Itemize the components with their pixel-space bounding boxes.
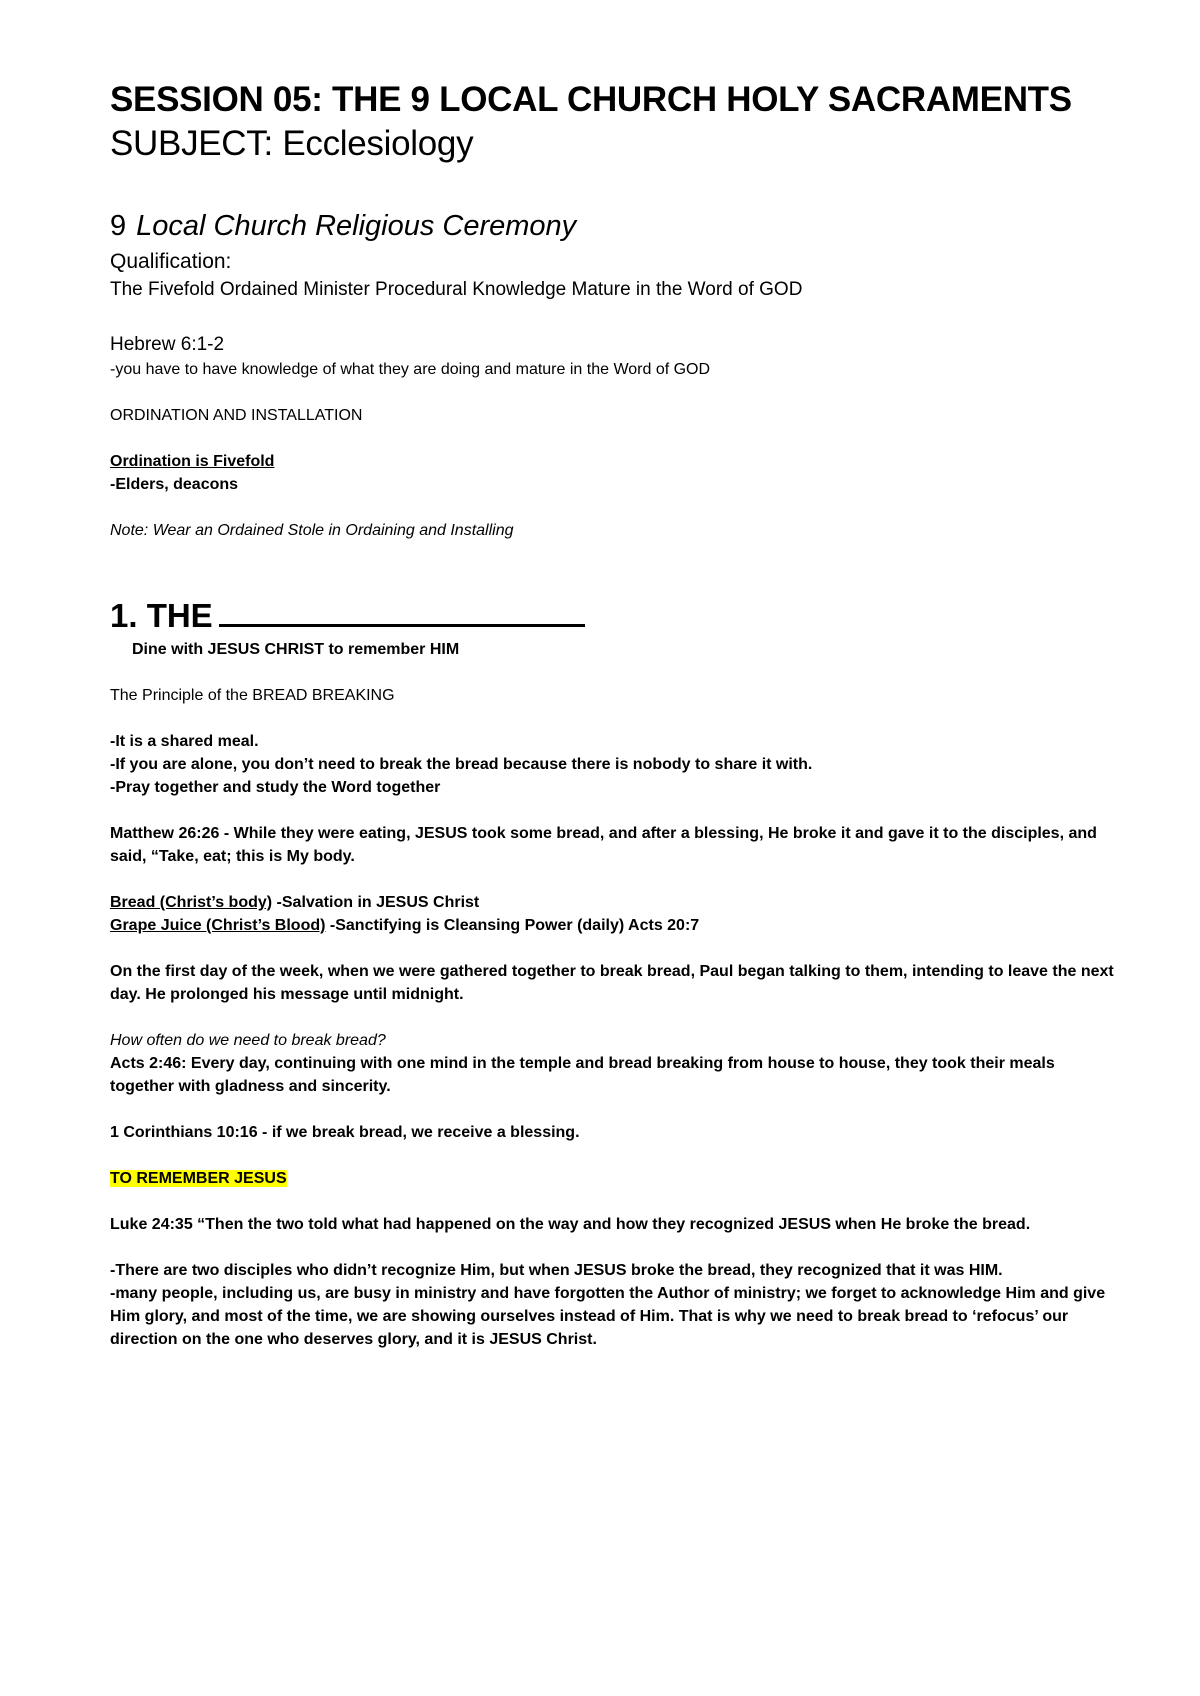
qualification-label: Qualification: bbox=[110, 250, 232, 273]
acts-2-verse: Acts 2:46: Every day, continuing with one mind in the temple and bread breaking from house to house, they took their meals together with gladness and sincerity. bbox=[110, 1055, 1055, 1095]
remember-line bbox=[110, 1167, 1120, 1190]
subject-line: SUBJECT: Ecclesiology bbox=[110, 124, 474, 163]
closing-point: -There are two disciples who didn’t recognize Him, but when JESUS broke the bread, they recognized that it was HIM. bbox=[110, 1262, 1003, 1279]
hebrew-note: -you have to have knowledge of what they are doing and mature in the Word of GOD bbox=[110, 361, 711, 378]
document-body bbox=[110, 78, 1120, 1351]
ordination-heading: ORDINATION AND INSTALLATION bbox=[110, 407, 363, 424]
grape-line bbox=[110, 914, 1120, 937]
hebrew-reference: Hebrew 6:1-2 bbox=[110, 334, 225, 355]
session-title: SESSION 05: THE 9 LOCAL CHURCH HOLY SACRAMENTS bbox=[110, 80, 1072, 119]
grape-label: Grape Juice (Christ’s Blood) bbox=[110, 917, 326, 934]
ceremony-heading bbox=[110, 208, 1120, 244]
principle-point: -Pray together and study the Word together bbox=[110, 779, 441, 796]
closing-point: -many people, including us, are busy in ministry and have forgotten the Author of ministry; we forget to acknowledge Him and give Him glory, and most of the time, we are showing ourselves instead of Him. That is why we need to break bread to ‘refocus’ our direction on the one who deserves glory, and it is JESUS Christ. bbox=[110, 1285, 1106, 1348]
remember-highlight: TO REMEMBER JESUS bbox=[110, 1170, 287, 1187]
grape-text: -Sanctifying is Cleansing Power (daily) Acts 20:7 bbox=[325, 917, 700, 934]
principle-heading: The Principle of the BREAD BREAKING bbox=[110, 687, 395, 704]
qualification-text: The Fivefold Ordained Minister Procedural Knowledge Mature in the Word of GOD bbox=[110, 279, 803, 300]
bread-text: -Salvation in JESUS Christ bbox=[272, 894, 480, 911]
ceremony-heading-text: Local Church Religious Ceremony bbox=[136, 210, 577, 242]
corinthians-verse: 1 Corinthians 10:16 - if we break bread, we receive a blessing. bbox=[110, 1124, 580, 1141]
principle-point: -If you are alone, you don’t need to break the bread because there is nobody to share it with. bbox=[110, 756, 813, 773]
luke-verse: Luke 24:35 “Then the two told what had happened on the way and how they recognized JESUS when He broke the bread. bbox=[110, 1216, 1031, 1233]
principle-point: -It is a shared meal. bbox=[110, 733, 259, 750]
bread-label: Bread (Christ’s body) bbox=[110, 894, 273, 911]
acts-20-verse: On the first day of the week, when we were gathered together to break bread, Paul began talking to them, intending to leave the next day. He prolonged his message until midnight. bbox=[110, 963, 1114, 1003]
stole-note: Note: Wear an Ordained Stole in Ordaining and Installing bbox=[110, 522, 514, 539]
ceremony-heading-number: 9 bbox=[110, 210, 127, 242]
bread-line bbox=[110, 891, 1120, 914]
fill-in-blank bbox=[219, 597, 585, 627]
ordination-subheading: Ordination is Fivefold bbox=[110, 453, 275, 470]
ordination-list: -Elders, deacons bbox=[110, 476, 239, 493]
section-1-heading bbox=[110, 594, 1120, 638]
section-1-subheading: Dine with JESUS CHRIST to remember HIM bbox=[132, 641, 460, 658]
frequency-question: How often do we need to break bread? bbox=[110, 1032, 386, 1049]
section-1-heading-text: 1. THE bbox=[110, 597, 213, 634]
matthew-verse: Matthew 26:26 - While they were eating, JESUS took some bread, and after a blessing, He broke it and gave it to the disciples, and said, “Take, eat; this is My body. bbox=[110, 825, 1097, 865]
